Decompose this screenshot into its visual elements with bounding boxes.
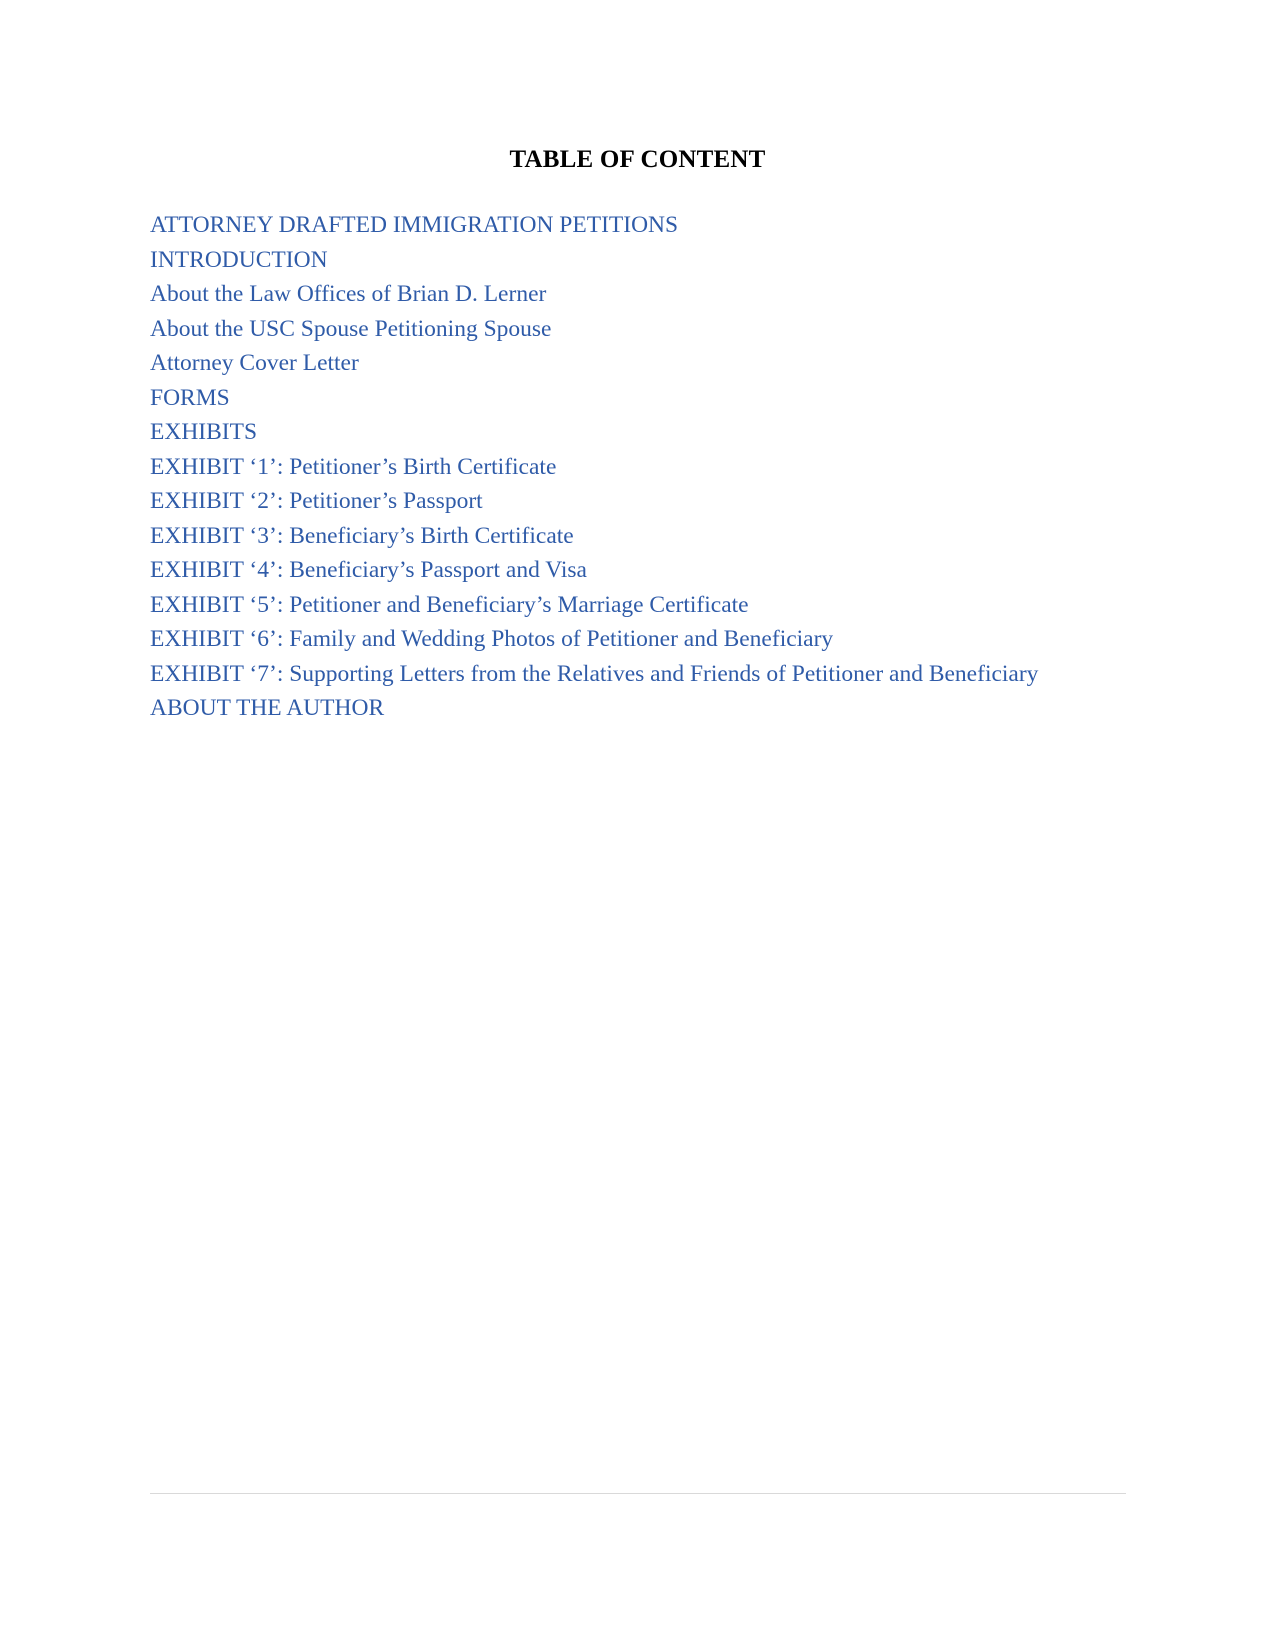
toc-item bbox=[150, 691, 1038, 726]
toc-item bbox=[150, 312, 1038, 347]
toc-item bbox=[150, 553, 1038, 588]
toc-link-attorney-cover-letter[interactable]: Attorney Cover Letter bbox=[150, 350, 359, 376]
toc-link-about-usc-spouse[interactable]: About the USC Spouse Petitioning Spouse bbox=[150, 315, 552, 342]
toc-item bbox=[150, 277, 1038, 312]
toc-link-exhibit-1[interactable]: EXHIBIT ‘1’: Petitioner’s Birth Certificate bbox=[150, 453, 557, 480]
footer-divider bbox=[150, 1493, 1126, 1494]
toc-item bbox=[150, 484, 1038, 519]
toc-item bbox=[150, 243, 1038, 278]
toc-title: TABLE OF CONTENT bbox=[509, 146, 766, 173]
toc-link-forms[interactable]: FORMS bbox=[150, 384, 230, 411]
toc-link-exhibit-4[interactable]: EXHIBIT ‘4’: Beneficiary’s Passport and Visa bbox=[150, 557, 587, 583]
toc-link-exhibit-5[interactable]: EXHIBIT ‘5’: Petitioner and Beneficiary’s Marriage Certificate bbox=[150, 591, 749, 618]
toc-item bbox=[150, 588, 1038, 623]
toc-link-attorney-drafted-petitions[interactable]: ATTORNEY DRAFTED IMMIGRATION PETITIONS bbox=[150, 212, 679, 238]
toc-item bbox=[150, 415, 1038, 450]
toc-item bbox=[150, 622, 1038, 657]
toc-item bbox=[150, 519, 1038, 554]
toc-item bbox=[150, 208, 1038, 243]
toc-link-about-law-offices[interactable]: About the Law Offices of Brian D. Lerner bbox=[150, 281, 547, 307]
toc-item bbox=[150, 450, 1038, 485]
toc-item bbox=[150, 346, 1038, 381]
toc-link-exhibit-3[interactable]: EXHIBIT ‘3’: Beneficiary’s Birth Certificate bbox=[150, 522, 574, 549]
toc-item bbox=[150, 657, 1038, 692]
toc-link-about-the-author[interactable]: ABOUT THE AUTHOR bbox=[150, 695, 385, 721]
toc-link-introduction[interactable]: INTRODUCTION bbox=[150, 246, 328, 273]
toc-item bbox=[150, 381, 1038, 416]
toc-link-exhibit-6[interactable]: EXHIBIT ‘6’: Family and Wedding Photos of Petitioner and Beneficiary bbox=[150, 626, 834, 652]
toc-link-exhibit-7[interactable]: EXHIBIT ‘7’: Supporting Letters from the Relatives and Friends of Petitioner and Beneficiary bbox=[150, 660, 1039, 687]
toc-list bbox=[150, 208, 1038, 726]
toc-link-exhibit-2[interactable]: EXHIBIT ‘2’: Petitioner’s Passport bbox=[150, 488, 483, 514]
toc-link-exhibits[interactable]: EXHIBITS bbox=[150, 419, 258, 445]
